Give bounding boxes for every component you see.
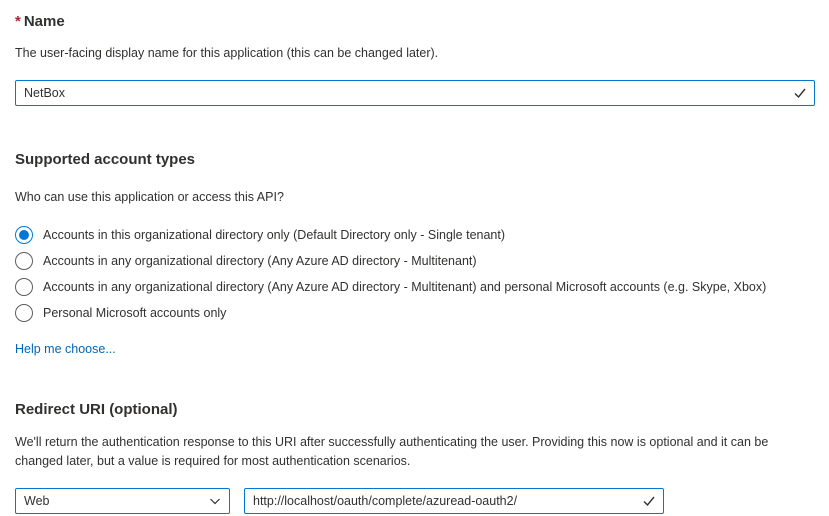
account-type-option-multitenant[interactable] bbox=[15, 248, 815, 274]
name-description: The user-facing display name for this application (this can be changed later). bbox=[15, 46, 439, 60]
redirect-uri-row bbox=[15, 488, 815, 514]
required-marker: * bbox=[15, 13, 21, 30]
help-me-choose-link[interactable]: Help me choose... bbox=[15, 342, 116, 356]
account-type-option-personal-only[interactable] bbox=[15, 300, 815, 326]
redirect-uri-input-wrap bbox=[244, 488, 664, 514]
name-section-heading bbox=[15, 12, 815, 32]
name-input-wrap bbox=[15, 80, 815, 106]
account-type-option-multitenant-personal[interactable] bbox=[15, 274, 815, 300]
name-input[interactable] bbox=[15, 80, 815, 106]
account-type-option-label: Personal Microsoft accounts only bbox=[43, 306, 227, 320]
account-type-option-label: Accounts in any organizational directory (Any Azure AD directory - Multitenant) and personal Microsoft accounts (e.g. Skype, Xbox) bbox=[43, 280, 767, 294]
account-types-radio-group bbox=[15, 222, 815, 326]
chevron-down-icon bbox=[209, 495, 221, 507]
account-type-option-single-tenant[interactable] bbox=[15, 222, 815, 248]
account-type-option-label: Accounts in any organizational directory (Any Azure AD directory - Multitenant) bbox=[43, 254, 477, 268]
redirect-uri-input[interactable] bbox=[244, 488, 664, 514]
account-types-question: Who can use this application or access this API? bbox=[15, 190, 284, 204]
account-types-heading: Supported account types bbox=[15, 151, 196, 168]
redirect-uri-heading: Redirect URI (optional) bbox=[15, 401, 178, 418]
checkmark-icon bbox=[793, 86, 807, 100]
account-type-option-label: Accounts in this organizational directory only (Default Directory only - Single tenant) bbox=[43, 228, 506, 242]
radio-button-icon[interactable] bbox=[15, 252, 33, 270]
name-label: Name bbox=[23, 13, 65, 30]
redirect-uri-description: We'll return the authentication response to this URI after successfully authenticating the user. Providing this now is optional and it can be changed later, but a value is required for most authentication scenarios. bbox=[15, 435, 769, 468]
checkmark-icon bbox=[642, 494, 656, 508]
radio-button-icon[interactable] bbox=[15, 278, 33, 296]
radio-button-icon[interactable] bbox=[15, 304, 33, 322]
radio-button-icon[interactable] bbox=[15, 226, 33, 244]
platform-select-value: Web bbox=[24, 494, 50, 508]
platform-select[interactable] bbox=[15, 488, 230, 514]
